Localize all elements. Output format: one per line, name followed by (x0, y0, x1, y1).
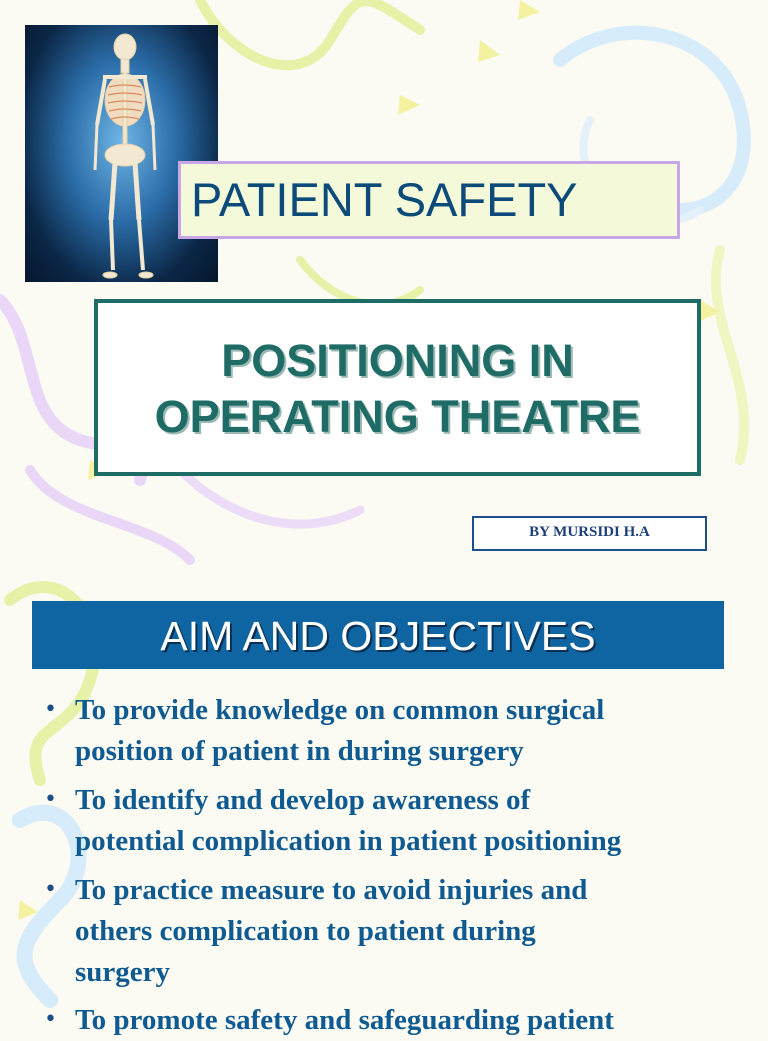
skeleton-image (25, 25, 218, 282)
bullet-line: To practice measure to avoid injuries and (75, 874, 588, 906)
bullet-text (75, 690, 755, 772)
bullet-icon: • (44, 1007, 57, 1032)
bullet-line: potential complication in patient positioning (75, 825, 622, 857)
bullet-text (75, 870, 755, 993)
bullet-line: To provide knowledge on common surgical (75, 694, 605, 726)
section-banner (32, 601, 724, 669)
title-box (178, 161, 680, 239)
bullet-line: others complication to patient during (75, 915, 536, 947)
bullet-line: surgery (75, 956, 171, 988)
banner-title: AIM AND OBJECTIVES (160, 613, 596, 659)
heading-line-2: OPERATING THEATRE (154, 391, 641, 442)
bullet-line: position of patient in during surgery (75, 735, 524, 767)
heading-box (94, 299, 701, 476)
heading-line-1: POSITIONING IN (221, 335, 574, 386)
author-box (472, 516, 707, 551)
bullet-line: To identify and develop awareness of (75, 784, 531, 816)
bullet-line: To promote safety and safeguarding patient (75, 1004, 614, 1036)
slide-title: PATIENT SAFETY (191, 173, 578, 226)
bullet-icon: • (44, 787, 57, 812)
bullet-icon: • (44, 697, 57, 722)
skeleton-icon (25, 25, 218, 282)
bullet-text (75, 1000, 755, 1041)
author-label: BY MURSIDI H.A (529, 524, 650, 540)
bullet-text (75, 780, 755, 862)
bullet-icon: • (44, 877, 57, 902)
